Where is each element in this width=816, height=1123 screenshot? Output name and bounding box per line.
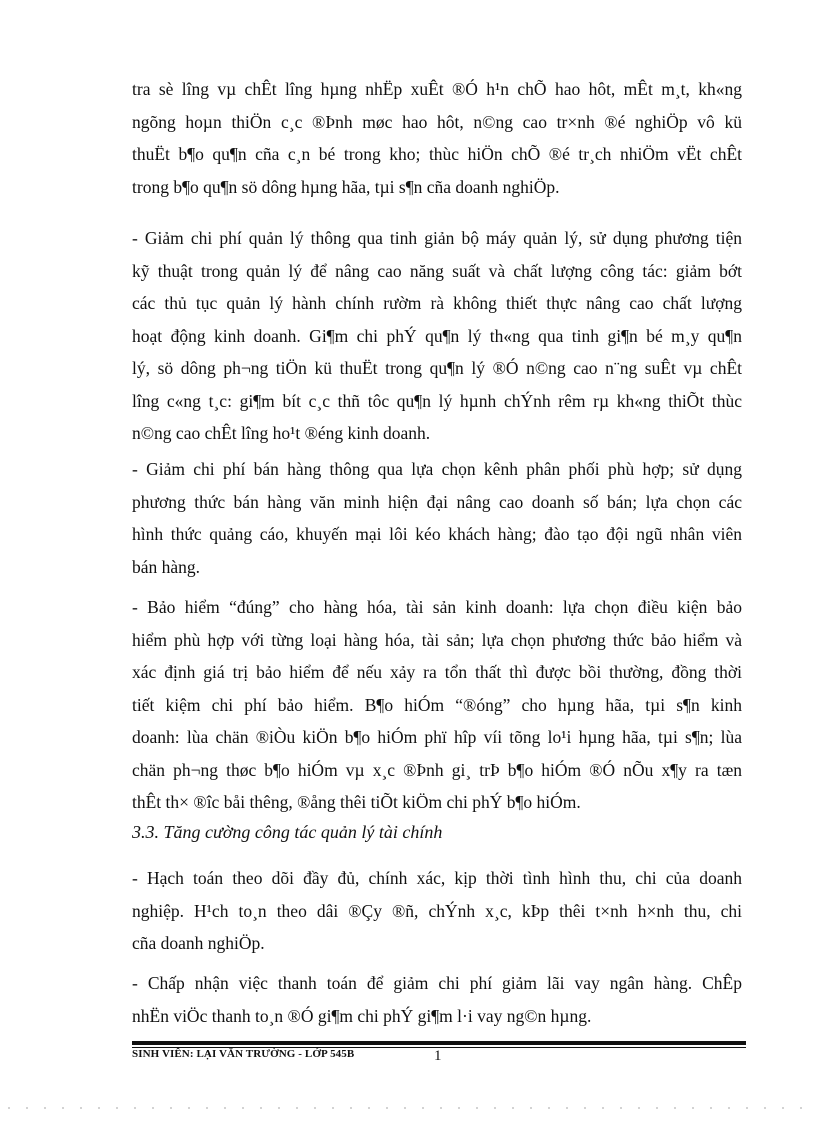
paragraph-3 bbox=[132, 453, 742, 583]
text-line: - Chấp nhận việc thanh toán để giảm chi phí giảm lãi vay ngân hàng. ChÊp bbox=[132, 973, 742, 993]
text-line: hiểm phù hợp với từng loại hàng hóa, tài sản; lựa chọn phương thức bảo hiểm và bbox=[132, 629, 742, 650]
text-line: doanh: lùa chän ®iÒu kiÖn b¶o hiÓm phï hîp víi tõng lo¹i hµng hãa, tµi s¶n; lùa bbox=[132, 727, 742, 747]
text-line: hình thức quảng cáo, khuyến mại lôi kéo khách hàng; đào tạo đội ngũ nhân viên bbox=[132, 524, 742, 544]
text-line: kỹ thuật trong quản lý để nâng cao năng suất và chất lượng công tác: giảm bớt bbox=[132, 260, 742, 281]
page-number: 1 bbox=[434, 1048, 442, 1064]
footer-author-label: SINH VIÊN: LẠI VĂN TRƯỜNG - LỚP 545B bbox=[132, 1048, 355, 1060]
text-line: thÊt th× ®îc båi thêng, ®ång thêi tiÕt kiÖm chi phÝ b¶o hiÓm. bbox=[132, 792, 581, 812]
text-line: bán hàng. bbox=[132, 556, 201, 577]
footer-rule-thick bbox=[132, 1041, 746, 1045]
section-heading: 3.3. Tăng cường công tác quản lý tài chính bbox=[132, 822, 443, 842]
text-line: n©ng cao chÊt lîng ho¹t ®éng kinh doanh. bbox=[132, 423, 431, 443]
text-line: phương thức bán hàng văn minh hiện đại nâng cao doanh số bán; lựa chọn các bbox=[132, 491, 742, 512]
page-bottom-dotted-border bbox=[0, 1107, 816, 1109]
text-line: cña doanh nghiÖp. bbox=[132, 933, 265, 953]
text-line: lîng c«ng t¸c: gi¶m bít c¸c thñ tôc qu¶n lý hµnh chÝnh rêm rµ kh«ng thiÕt thùc bbox=[132, 390, 742, 411]
text-line: - Giảm chi phí bán hàng thông qua lựa chọn kênh phân phối phù hợp; sử dụng bbox=[132, 459, 742, 479]
text-line: chän ph¬ng thøc b¶o hiÓm vµ x¸c ®Þnh gi¸ trÞ b¶o hiÓm ®Ó nÕu x¶y ra tæn bbox=[132, 759, 742, 780]
text-line: thuËt b¶o qu¶n cña c¸n bé trong kho; thùc hiÖn chÕ ®é tr¸ch nhiÖm vËt chÊt bbox=[132, 144, 742, 164]
text-line: nghiệp. H¹ch to¸n theo dâi ®Çy ®ñ, chÝnh x¸c, kÞp thêi t×nh h×nh thu, chi bbox=[132, 900, 742, 921]
text-line: trong b¶o qu¶n sö dông hµng hãa, tµi s¶n cña doanh nghiÖp. bbox=[132, 176, 560, 197]
paragraph-6 bbox=[132, 967, 742, 1032]
text-line: lý, sö dông ph¬ng tiÖn kü thuËt trong qu¶n lý ®Ó n©ng cao n¨ng suÊt vµ chÊt bbox=[132, 358, 742, 378]
paragraph-2 bbox=[132, 222, 742, 450]
text-line: tiết kiệm chi phí bảo hiểm. B¶o hiÓm “®óng” cho hµng hãa, tµi s¶n kinh bbox=[132, 694, 742, 715]
text-line: các thủ tục quản lý hành chính rườm rà không thiết thực nâng cao chất lượng bbox=[132, 293, 742, 313]
text-line: tra sè lîng vµ chÊt lîng hµng nhËp xuÊt ®Ó h¹n chÕ hao hôt, mÊt m¸t, kh«ng bbox=[132, 79, 742, 99]
text-line: ngõng hoµn thiÖn c¸c ®Þnh møc hao hôt, n©ng cao tr×nh ®é nghiÖp vô kü bbox=[132, 111, 742, 132]
text-line: hoạt động kinh doanh. Gi¶m chi phÝ qu¶n lý th«ng qua tinh gi¶n bé m¸y qu¶n bbox=[132, 325, 742, 346]
text-line: - Bảo hiểm “đúng” cho hàng hóa, tài sản kinh doanh: lựa chọn điều kiện bảo bbox=[132, 597, 742, 617]
paragraph-5 bbox=[132, 862, 742, 960]
text-line: xác định giá trị bảo hiểm để nếu xảy ra tổn thất thì được bồi thường, đồng thời bbox=[132, 662, 742, 682]
text-line: - Giảm chi phí quản lý thông qua tinh giản bộ máy quản lý, sử dụng phương tiện bbox=[132, 228, 742, 248]
text-line: nhËn viÖc thanh to¸n ®Ó gi¶m chi phÝ gi¶m l·i vay ng©n hµng. bbox=[132, 1005, 592, 1026]
text-line: - Hạch toán theo dõi đầy đủ, chính xác, kịp thời tình hình thu, chi của doanh bbox=[132, 868, 742, 888]
paragraph-4 bbox=[132, 591, 742, 819]
paragraph-1 bbox=[132, 73, 742, 203]
